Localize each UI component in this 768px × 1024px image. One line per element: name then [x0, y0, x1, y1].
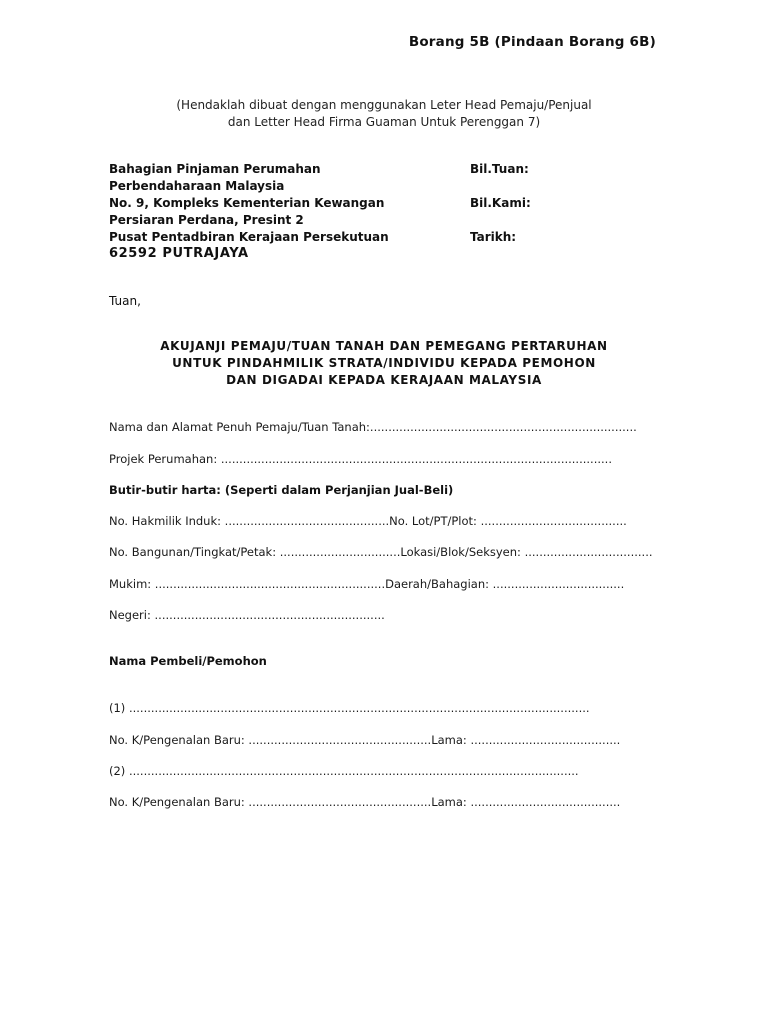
- title-lot-field: No. Hakmilik Induk: .............................................No. Lot/PT/Plot: ........................................: [109, 514, 627, 528]
- building-location-field: No. Bangunan/Tingkat/Petak: .................................Lokasi/Blok/Seksyen: ...................................: [109, 545, 653, 559]
- buyer-2-name-field: (2) ...........................................................................................................................: [109, 764, 579, 778]
- buyer-heading: Nama Pembeli/Pemohon: [109, 654, 267, 668]
- document-title-line-3: DAN DIGADAI KEPADA KERAJAAN MALAYSIA: [226, 373, 542, 387]
- bil-kami-label: Bil.Kami:: [470, 196, 531, 210]
- document-title-line-1: AKUJANJI PEMAJU/TUAN TANAH DAN PEMEGANG PERTARUHAN: [160, 339, 608, 353]
- address-line: Bahagian Pinjaman Perumahan: [109, 162, 321, 176]
- address-postcode-city: 62592 PUTRAJAYA: [109, 246, 249, 261]
- bil-tuan-label: Bil.Tuan:: [470, 162, 529, 176]
- state-field: Negeri: ...............................................................: [109, 608, 385, 622]
- address-line: Perbendaharaan Malaysia: [109, 179, 285, 193]
- address-line: Pusat Pentadbiran Kerajaan Persekutuan: [109, 230, 389, 244]
- letterhead-note-line-1: (Hendaklah dibuat dengan menggunakan Leter Head Pemaju/Penjual: [176, 98, 592, 112]
- buyer-1-ic-field: No. K/Pengenalan Baru: ..................................................Lama: .........................................: [109, 733, 621, 747]
- address-line: Persiaran Perdana, Presint 2: [109, 213, 304, 227]
- letterhead-note-line-2: dan Letter Head Firma Guaman Untuk Perenggan 7): [227, 115, 541, 129]
- mukim-district-field: Mukim: ...............................................................Daerah/Bahagian: ....................................: [109, 577, 625, 591]
- housing-project-field: Projek Perumahan: ...........................................................................................................: [109, 452, 612, 466]
- buyer-2-ic-field: No. K/Pengenalan Baru: ..................................................Lama: .........................................: [109, 795, 621, 809]
- address-line: No. 9, Kompleks Kementerian Kewangan: [109, 196, 385, 210]
- property-details-heading: Butir-butir harta: (Seperti dalam Perjanjian Jual-Beli): [109, 483, 454, 497]
- tarikh-label: Tarikh:: [470, 230, 517, 244]
- developer-name-address-field: Nama dan Alamat Penuh Pemaju/Tuan Tanah:.........................................................................: [109, 420, 637, 434]
- form-reference: Borang 5B (Pindaan Borang 6B): [408, 34, 656, 50]
- buyer-1-name-field: (1) ..............................................................................................................................: [109, 701, 590, 715]
- document-title-line-2: UNTUK PINDAHMILIK STRATA/INDIVIDU KEPADA PEMOHON: [172, 356, 596, 370]
- salutation: Tuan,: [109, 294, 141, 308]
